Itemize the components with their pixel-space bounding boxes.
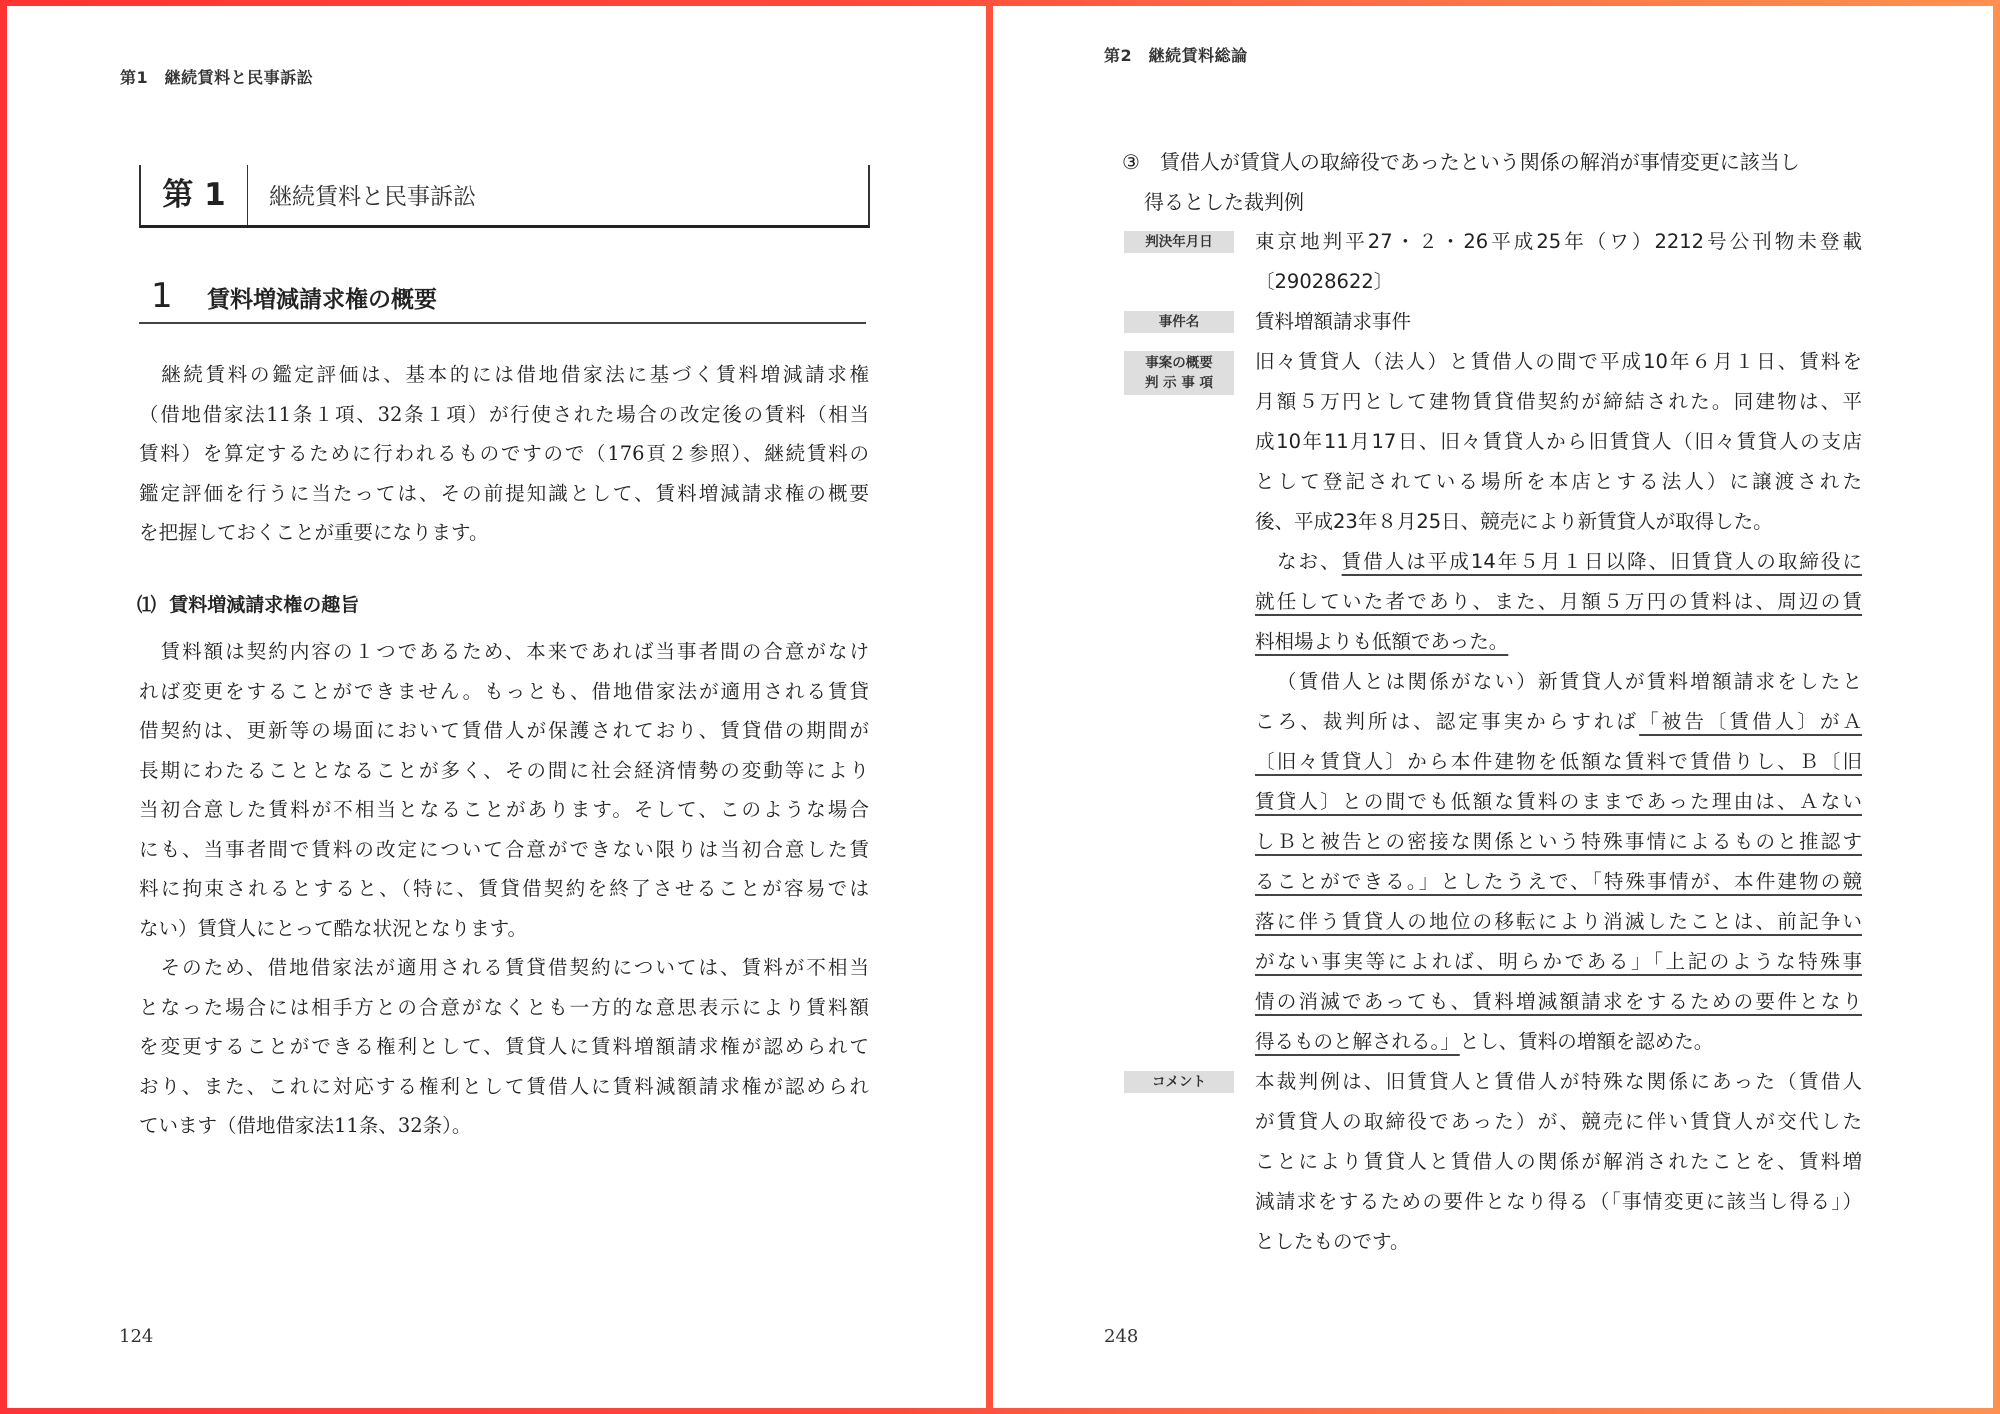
text-line: 東京地判平27・２・26平成25年（ワ）2212号公刊物未登載 [1255,230,1862,253]
summary-label-line2: 判 示 事 項 [1144,375,1214,391]
text-line: 賃料額は契約内容の１つであるため、本来であれば当事者間の合意がなけ [139,640,869,663]
text-span: ころ、裁判所は、認定事実からすれば [1255,710,1640,733]
summary-label [1124,351,1234,395]
text-line: としたものです。 [1255,1230,1410,1253]
text-line: おり、また、これに対応する権利として賃借人に賃料減額請求権が認められ [139,1074,869,1098]
left-page [7,6,986,1408]
underlined-text: しＢと被告との密接な関係という特殊事情によるものと推認す [1255,830,1862,853]
chapter-heading-box [139,165,870,228]
text-line: 月額５万円として建物賃貸借契約が締結された。同建物は、平 [1255,390,1862,413]
judgment-date-value [1255,222,1862,302]
underlined-text: がない事実等によれば、明らかである」「上記のような特殊事 [1255,950,1862,973]
text-line: ない）賃貸人にとって酷な状況となります。 [139,916,528,940]
comment-value [1255,1062,1862,1262]
text-line: ことにより賃貸人と賃借人の関係が解消されたことを、賃料増 [1255,1150,1862,1173]
text-line [1255,822,1862,862]
text-line: 賃料）を算定するために行われるものですので（176頁２参照）、継続賃料の [139,442,869,465]
text-line: ています（借地借家法11条、32条）。 [139,1114,472,1137]
section-number: 1 [151,276,173,316]
text-line: として登記されている場所を本店とする法人）に譲渡された [1255,470,1862,493]
running-head: 第2 継続賃料総論 [1104,46,1248,65]
text-line: 得るとした裁判例 [1144,190,1304,214]
text-line [1255,542,1862,582]
text-line: そのため、借地借家法が適用される賃貸借契約については、賃料が不相当 [139,956,869,979]
running-head: 第1 継続賃料と民事訴訟 [120,68,314,87]
underlined-text: 賃借人は平成14年５月１日以降、旧賃貸人の取締役に [1341,550,1862,573]
underlined-text: 料相場よりも低額であった。 [1255,630,1509,653]
text-line [1255,902,1862,942]
chapter-title: 継続賃料と民事訴訟 [269,184,476,210]
underlined-text: ることができる。」としたうえで、「特殊事情が、本件建物の競 [1255,870,1862,893]
text-line [1255,702,1862,742]
text-line: にも、当事者間で賃料の改定について合意ができない限りは当初合意した賃 [139,837,869,861]
text-line: を変更することができる権利として、賃貸人に賃料増額請求権が認められて [139,1035,869,1058]
text-line: 当初合意した賃料が不相当となることがあります。そして、このような場合 [139,798,869,821]
underlined-text: 就任していた者であり、また、月額５万円の賃料は、周辺の賃 [1255,590,1862,613]
right-page [993,6,1993,1408]
text-line: 〔29028622〕 [1255,270,1394,293]
page-number: 124 [119,1326,154,1347]
text-line: 賃料増額請求事件 [1255,310,1412,333]
underlined-text: 「被告〔賃借人〕がＡ [1639,710,1862,733]
text-line: が賃貸人の取締役であった）が、競売に伴い賃貸人が交代した [1255,1110,1862,1133]
text-line [1255,982,1862,1022]
text-line: となった場合には相手方との合意がなくとも一方的な意思表示により賃料額 [139,995,869,1019]
text-line: 継続賃料の鑑定評価は、基本的には借地借家法に基づく賃料増減請求権 [139,363,869,386]
text-span: なお、 [1277,550,1342,573]
text-line [1255,942,1862,982]
case-name-value [1255,302,1862,342]
text-line: 成10年11月17日、旧々賃貸人から旧賃貸人（旧々賃貸人の支店 [1255,430,1862,453]
subsection-number: ⑴ [137,594,157,616]
text-line: 本裁判例は、旧賃貸人と賃借人が特殊な関係にあった（賃借人 [1255,1070,1862,1093]
case-name-label: 事件名 [1124,311,1234,333]
text-span: とし、賃料の増額を認めた。 [1459,1030,1714,1053]
summary-value [1255,342,1862,1062]
text-line: （賃借人とは関係がない）新賃貸人が賃料増額請求をしたと [1277,670,1862,693]
judgment-date-label: 判決年月日 [1124,231,1234,253]
text-line: 鑑定評価を行うに当たっては、その前提知識として、賃料増減請求権の概要 [139,481,869,505]
text-line [1255,1022,1862,1062]
text-line: れば変更をすることができません。もっとも、借地借家法が適用される賃貸 [139,679,869,703]
text-line: 後、平成23年８月25日、競売により新賃貸人が取得した。 [1255,510,1773,533]
text-line [1255,782,1862,822]
page-number: 248 [1104,1326,1139,1347]
text-line: を把握しておくことが重要になります。 [139,521,489,544]
text-line: （借地借家法11条１項、32条１項）が行使された場合の改定後の賃料（相当 [139,402,869,426]
text-line: 旧々賃貸人（法人）と賃借人の間で平成10年６月１日、賃料を [1255,350,1862,373]
text-line: 長期にわたることとなることが多く、その間に社会経済情勢の変動等により [139,758,869,782]
text-line: 減請求をするための要件となり得る（「事情変更に該当し得る」） [1255,1190,1862,1213]
subsection-title: 賃料増減請求権の趣旨 [169,594,360,616]
underlined-text: 情の消滅であっても、賃料増減額請求をするための要件となり [1255,990,1862,1013]
text-line [1255,862,1862,902]
underlined-text: 落に伴う賃貸人の地位の移転により消滅したことは、前記争い [1255,910,1862,933]
paragraph-3 [139,948,869,1146]
intro-paragraph [139,355,869,553]
text-line: ③ 賃借人が賃貸人の取締役であったという関係の解消が事情変更に該当し [1122,150,1800,174]
text-line [1255,622,1862,662]
underlined-text: 賃貸人〕との間でも低額な賃料のままであった理由は、Ａない [1255,790,1862,813]
case-heading [1122,142,1862,222]
paragraph-2 [139,632,869,948]
subsection-heading [137,590,359,617]
text-line [1255,742,1862,782]
text-line: 料に拘束されるとすると、（特に、賃貸借契約を終了させることが容易では [139,877,869,900]
underlined-text: 〔旧々賃貸人〕から本件建物を低額な賃料で賃借りし、Ｂ〔旧 [1255,750,1862,773]
comment-label: コメント [1124,1071,1234,1093]
text-line [1255,582,1862,622]
section-title: 賃料増減請求権の概要 [207,287,437,313]
chapter-number: 第 1 [141,165,248,225]
underlined-text: 得るものと解される。」 [1255,1030,1460,1053]
section-heading [139,274,866,324]
text-line: 借契約は、更新等の場面において賃借人が保護されており、賃貸借の期間が [139,719,869,742]
summary-label-line1: 事案の概要 [1145,355,1213,371]
